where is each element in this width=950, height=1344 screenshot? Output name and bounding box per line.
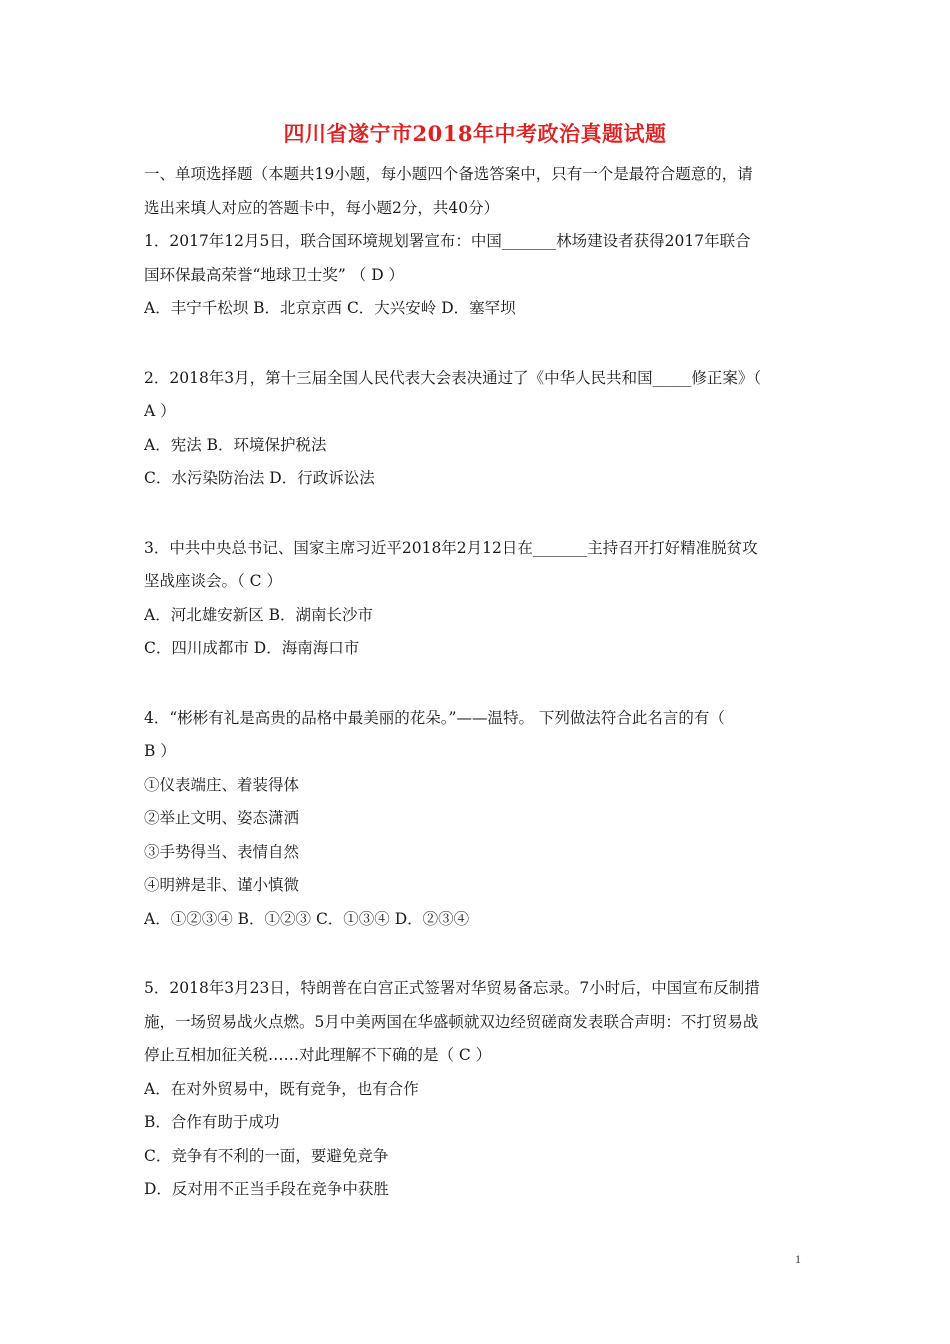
spacer (144, 666, 810, 702)
spacer (144, 496, 810, 532)
question-4-item: ④明辨是非、谨小慎微 (144, 876, 300, 894)
question-5-stem: 施，一场贸易战火点燃。5月中美两国在华盛顿就双边经贸磋商发表联合声明：不打贸易战 (144, 1012, 759, 1031)
question-1-options: A．丰宁千松坝 B．北京京西 C．大兴安岭 D．塞罕坝 (144, 299, 516, 317)
question-4-item: ②举止文明、姿态潇洒 (144, 809, 300, 827)
question-4-stem: 4．“彬彬有礼是高贵的品格中最美丽的花朵。”——温特。 下列做法符合此名言的有（ (144, 708, 725, 727)
question-5-stem: 停止互相加征关税……对此理解不下确的是（ C ） (144, 1046, 492, 1064)
question-4-answer: B ） (144, 742, 176, 760)
question-4-item: ①仪表端庄、着装得体 (144, 775, 300, 794)
spacer (144, 936, 810, 972)
question-4-options: A．①②③④ B．①②③ C．①③④ D．②③④ (144, 909, 470, 928)
question-2-stem: 2．2018年3月，第十三届全国人民代表大会表决通过了《中华人民共和国_____修正案》（ (144, 368, 762, 387)
question-5-option: D．反对用不正当手段在竞争中获胜 (144, 1180, 389, 1198)
question-3-stem: 坚战座谈会。（ C ） (144, 572, 282, 590)
question-5-option: A．在对外贸易中，既有竞争，也有合作 (144, 1079, 419, 1098)
text-line: 选出来填人对应的答题卡中，每小题2分，共40分） (144, 198, 500, 217)
page-number: 1 (795, 1252, 801, 1266)
question-2-options: C．水污染防治法 D．行政诉讼法 (144, 469, 375, 487)
document-body (144, 158, 810, 1207)
question-3-options: C．四川成都市 D．海南海口市 (144, 639, 360, 657)
text-line: 一、单项选择题（本题共19小题，每小题四个备选答案中，只有一个是最符合题意的，请 (144, 165, 753, 183)
question-3-stem: 3．中共中央总书记、国家主席习近平2018年2月12日在_______主持召开打好精准脱贫攻 (144, 538, 758, 557)
question-5-stem: 5．2018年3月23日，特朗普在白宫正式签署对华贸易备忘录。7小时后，中国宣布反制措 (144, 979, 760, 997)
question-5-option: B．合作有助于成功 (144, 1113, 280, 1131)
question-5-option: C．竞争有不利的一面，要避免竞争 (144, 1146, 389, 1165)
question-1-stem: 国环保最高荣誉“地球卫士奖” （ D ） (144, 265, 405, 284)
document-title: 四川省遂宁市2018年中考政治真题试题 (283, 121, 667, 146)
question-2-answer: A ） (144, 402, 176, 420)
spacer (144, 326, 810, 362)
question-4-item: ③手势得当、表情自然 (144, 842, 300, 861)
question-2-options: A．宪法 B．环境保护税法 (144, 435, 327, 454)
question-1-stem: 1．2017年12月5日，联合国环境规划署宣布：中国_______林场建设者获得2017年联合 (144, 232, 751, 250)
question-3-options: A．河北雄安新区 B．湖南长沙市 (144, 605, 374, 624)
